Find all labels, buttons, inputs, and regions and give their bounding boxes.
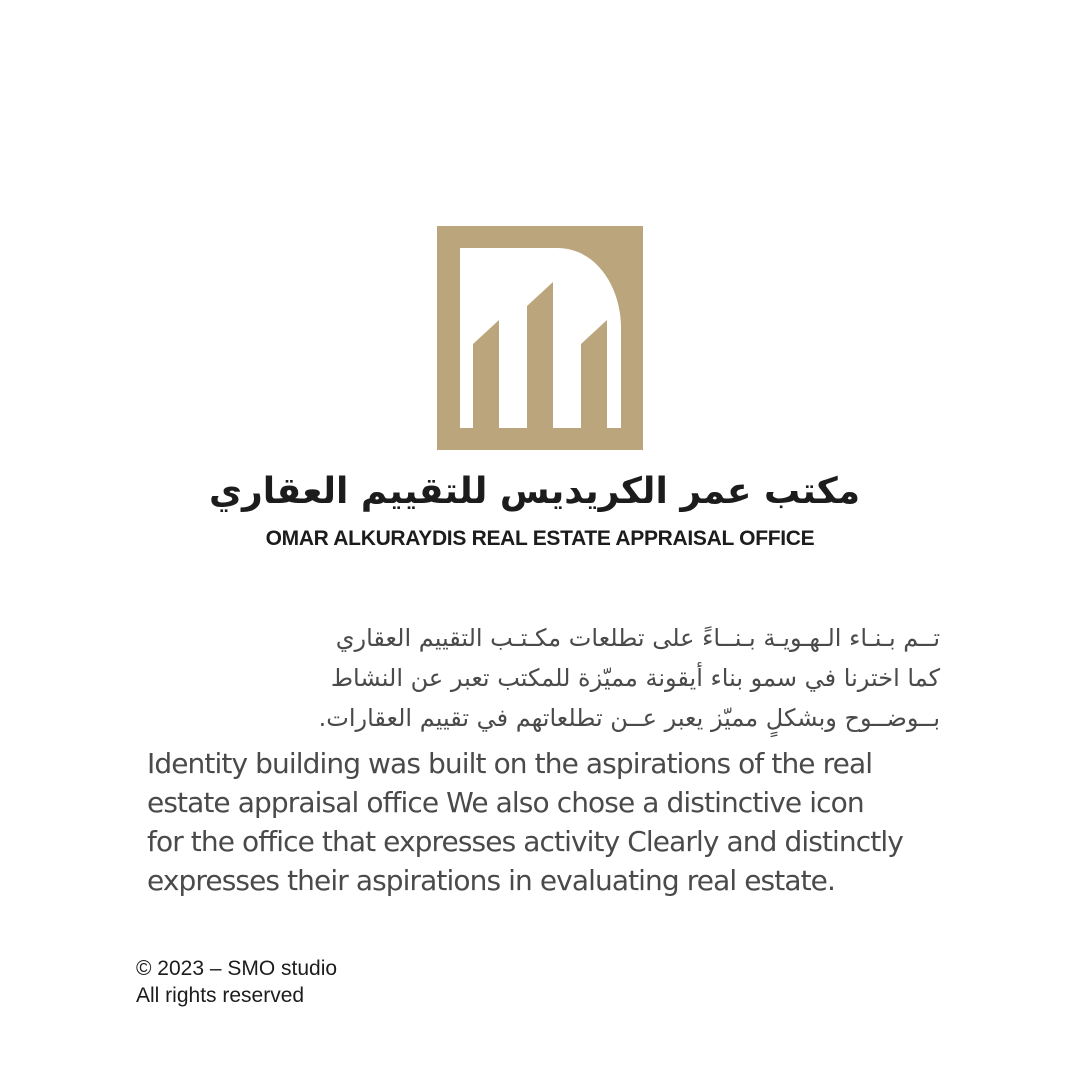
description-english-line: for the office that expresses activity Clearly and distinctly <box>147 825 903 858</box>
building-arch-logo-icon <box>437 226 643 450</box>
description-arabic-line: كما اخترنا في سمو بناء أيقونة مميّزة للمكتب تعبر عن النشاط <box>330 664 940 692</box>
description-arabic-line: تــم بـنـاء الـهـويـة بـنــاءً على تطلعات مكـتـب التقييم العقاري <box>335 624 940 652</box>
description-english-line: estate appraisal office We also chose a distinctive icon <box>147 786 864 819</box>
description-arabic-line: بــوضــوح وبشكلٍ مميّز يعبر عــن تطلعاتهم في تقييم العقارات. <box>318 704 940 732</box>
footer <box>136 955 337 1009</box>
description-english-line: Identity building was built on the aspirations of the real <box>147 747 873 780</box>
description-english-line: expresses their aspirations in evaluating real estate. <box>147 864 835 897</box>
brand-name-english: OMAR ALKURAYDIS REAL ESTATE APPRAISAL OFFICE <box>265 527 815 550</box>
rights-text: All rights reserved <box>136 984 305 1007</box>
description-arabic <box>140 618 940 738</box>
description-english <box>147 744 977 900</box>
brand-name-arabic: مكتب عمر الكريديس للتقييم العقاري <box>209 471 860 512</box>
copyright-text: © 2023 – SMO studio <box>136 957 338 980</box>
